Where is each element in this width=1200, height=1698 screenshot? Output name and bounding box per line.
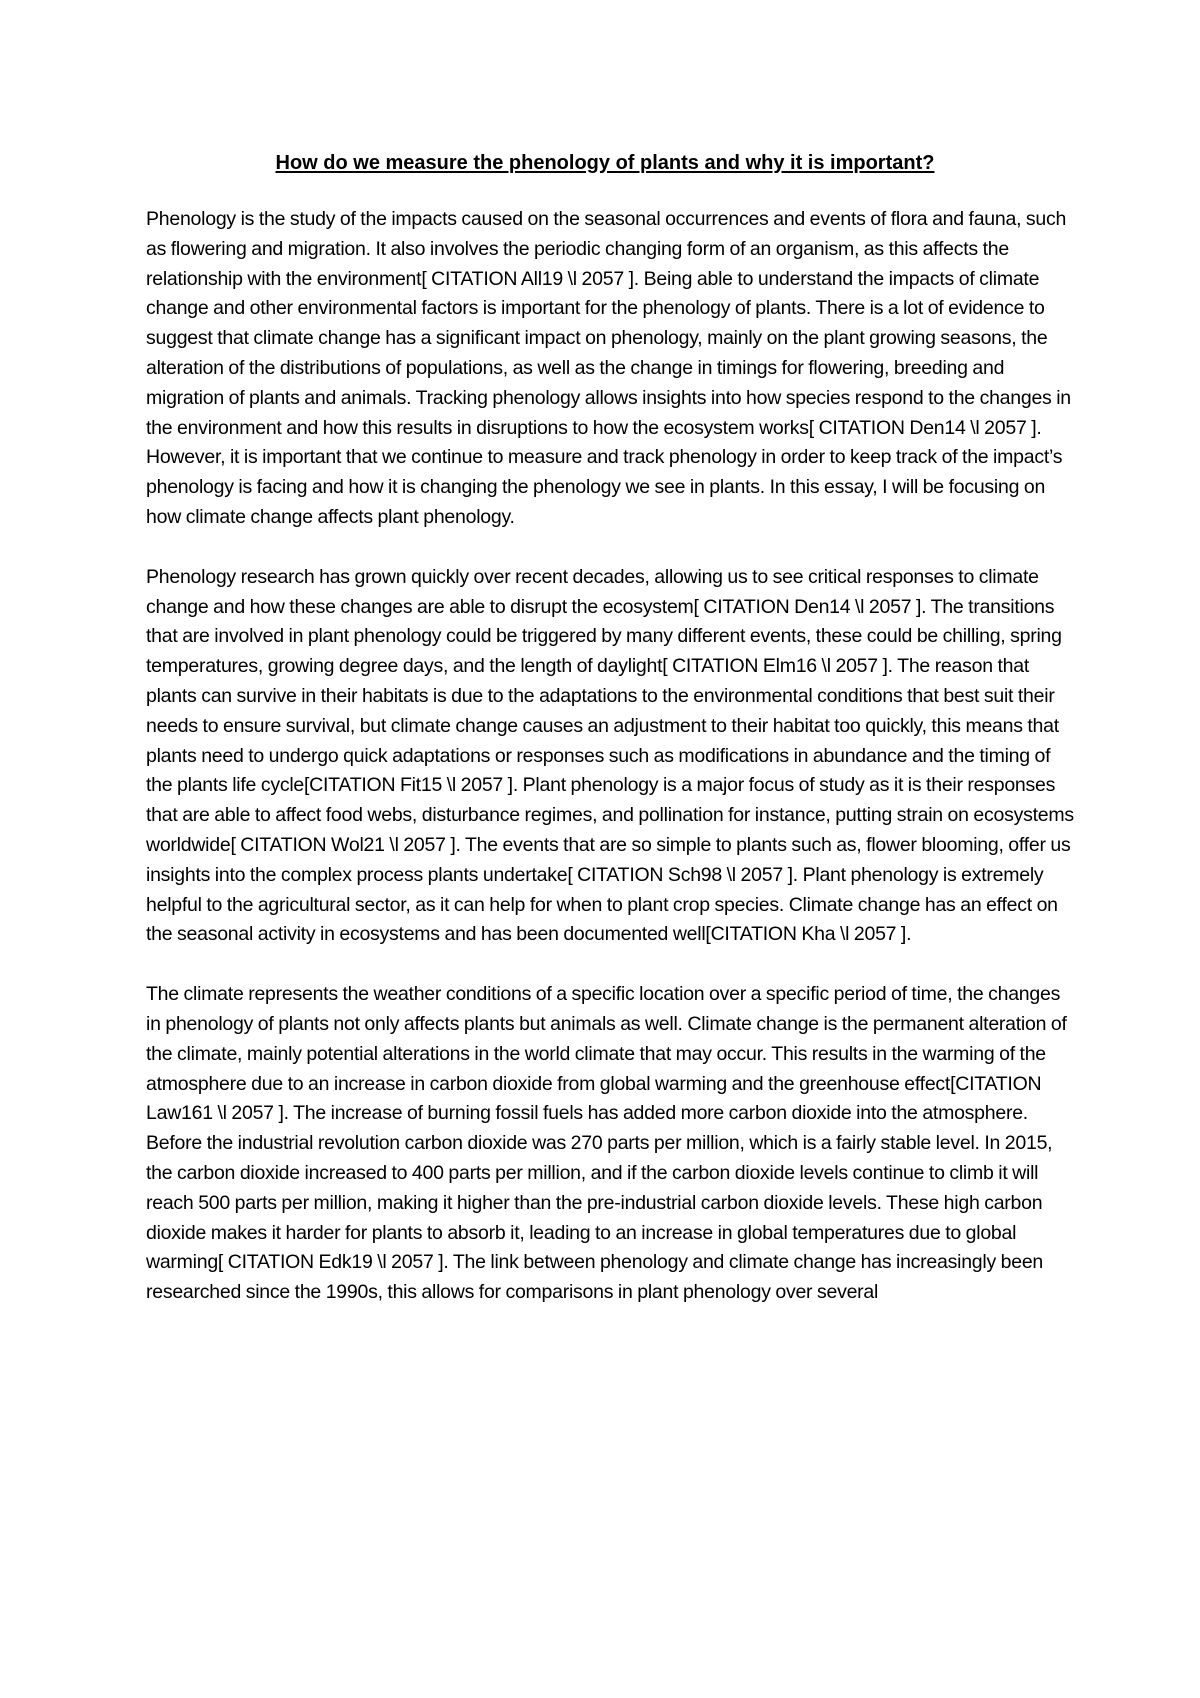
paragraph-climate: The climate represents the weather conditions of a specific location over a specific period of time, the changes in phenology of plants not only affects plants but animals as well. Climate change is the permanent alteration of the climate, mainly potential alterations in the world climate that may occur. This results in the warming of the atmosphere due to an increase in carbon dioxide from global warming and the greenhouse effect[CITATION Law161 \l 2057 ]. The increase of burning fossil fuels has added more carbon dioxide into the atmosphere. Before the industrial revolution carbon dioxide was 270 parts per million, which is a fairly stable level. In 2015, the carbon dioxide increased to 400 parts per million, and if the carbon dioxide levels continue to climb it will reach 500 parts per million, making it higher than the pre-industrial carbon dioxide levels. These high carbon dioxide makes it harder for plants to absorb it, leading to an increase in global temperatures due to global warming[ CITATION Edk19 \l 2057 ]. The link between phenology and climate change has increasingly been researched since the 1990s, this allows for comparisons in plant phenology over several [146, 983, 1067, 1304]
paragraph-research: Phenology research has grown quickly over recent decades, allowing us to see critical responses to climate change and how these changes are able to disrupt the ecosystem[ CITATION Den14 \l 2057 ]. The transitions that are involved in plant phenology could be triggered by many different events, these could be chilling, spring temperatures, growing degree days, and the length of daylight[ CITATION Elm16 \l 2057 ]. The reason that plants can survive in their habitats is due to the adaptations to the environmental conditions that best suit their needs to ensure survival, but climate change causes an adjustment to their habitat too quickly, this means that plants need to undergo quick adaptations or responses such as modifications in abundance and the timing of the plants life cycle[CITATION Fit15 \l 2057 ]. Plant phenology is a major focus of study as it is their responses that are able to affect food webs, disturbance regimes, and pollination for instance, putting strain on ecosystems worldwide[ CITATION Wol21 \l 2057 ]. The events that are so simple to plants such as, flower blooming, offer us insights into the complex process plants undertake[ CITATION Sch98 \l 2057 ]. Plant phenology is extremely helpful to the agricultural sector, as it can help for when to plant crop species. Climate change has an effect on the seasonal activity in ecosystems and has been documented well[CITATION Kha \l 2057 ]. [146, 565, 1074, 946]
paragraph-intro: Phenology is the study of the impacts caused on the seasonal occurrences and events of flora and fauna, such as flowering and migration. It also involves the periodic changing form of an organism, as this affects the relationship with the environment[ CITATION All19 \l 2057 ]. Being able to understand the impacts of climate change and other environmental factors is important for the phenology of plants. There is a lot of evidence to suggest that climate change has a significant impact on phenology, mainly on the plant growing seasons, the alteration of the distributions of populations, as well as the change in timings for flowering, breeding and migration of plants and animals. Tracking phenology allows insights into how species respond to the changes in the environment and how this results in disruptions to how the ecosystem works[ CITATION Den14 \l 2057 ]. However, it is important that we continue to measure and track phenology in order to keep track of the impact’s phenology is facing and how it is changing the phenology we see in plants. In this essay, I will be focusing on how climate change affects plant phenology. [146, 208, 1071, 528]
document-title: How do we measure the phenology of plants and why it is important? [275, 152, 935, 174]
document-body [146, 205, 1076, 1338]
